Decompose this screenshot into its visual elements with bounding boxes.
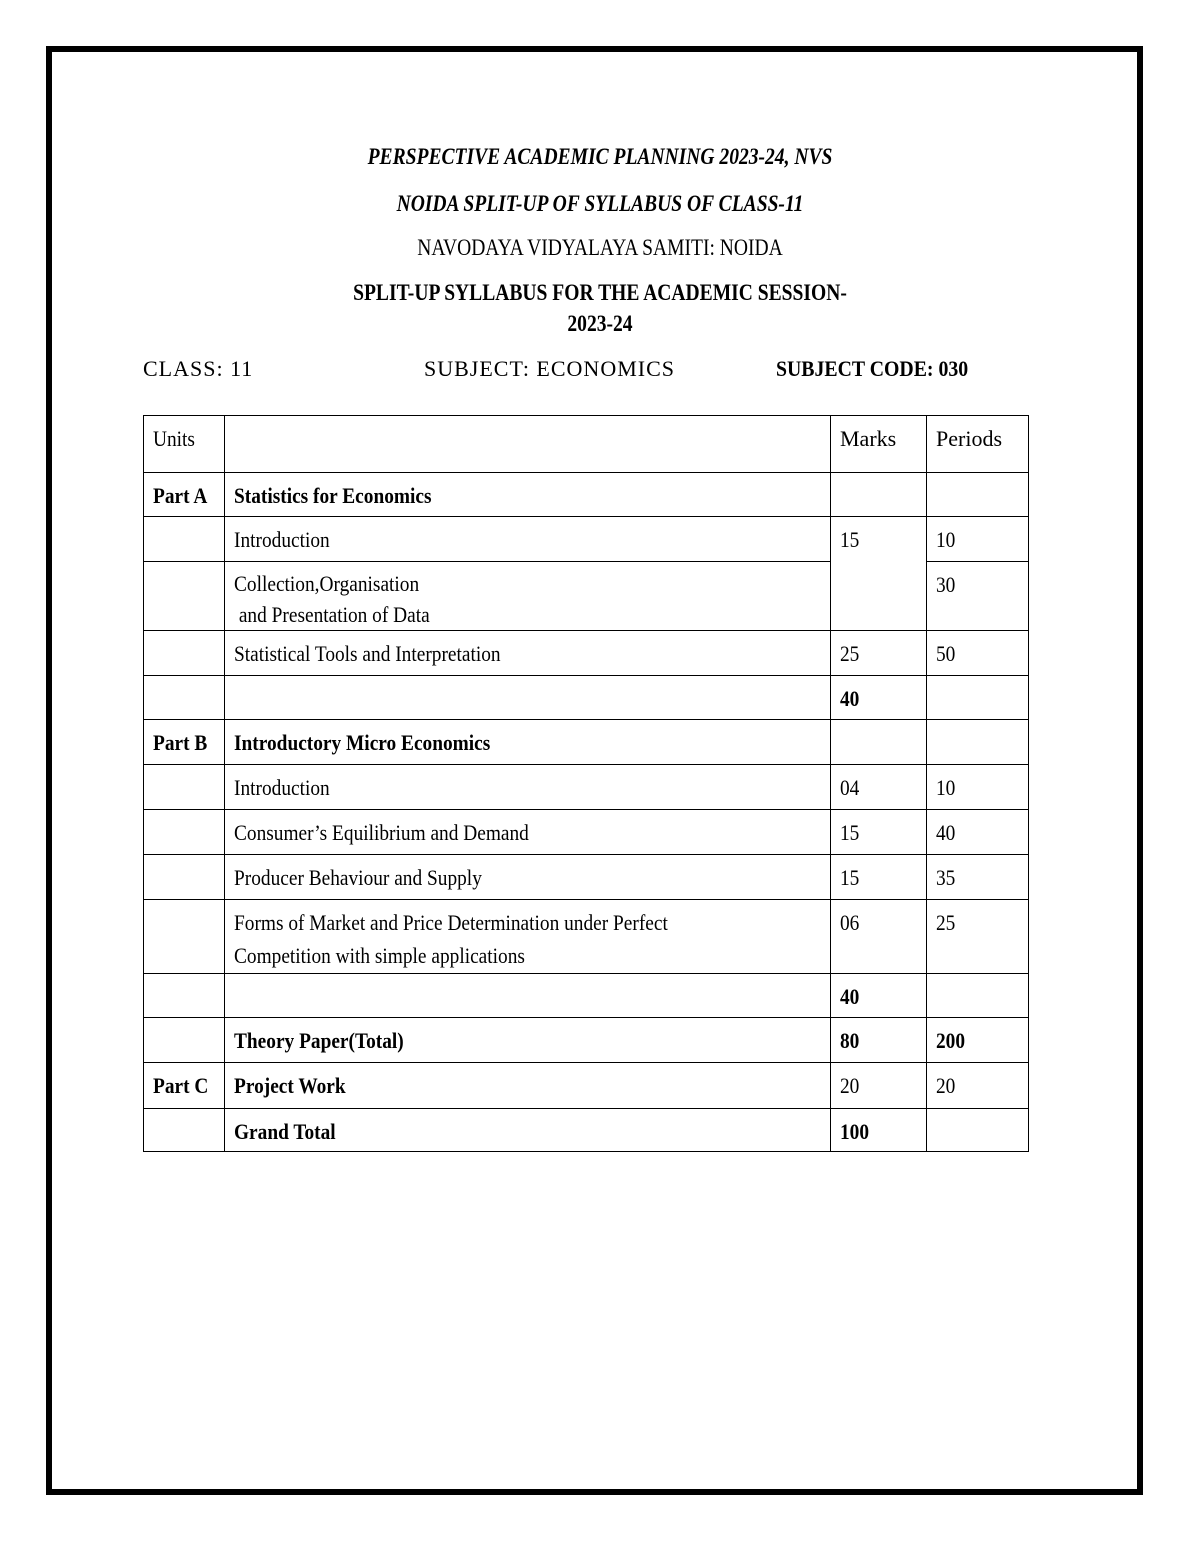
periods-cell: 50 [927,631,1029,676]
header-line-2: NOIDA SPLIT-UP OF SYLLABUS OF CLASS-11 [396,191,804,216]
subject-label: SUBJECT: ECONOMICS [424,356,675,381]
empty-cell [927,676,1029,720]
part-a-subtotal: 40 [831,676,927,720]
topic-cell: Introduction [225,765,831,810]
part-c-title: Project Work [225,1063,831,1109]
empty-cell [927,720,1029,765]
marks-cell: 25 [831,631,927,676]
table-row [144,631,1029,676]
empty-cell [144,974,225,1018]
theory-total-periods: 200 [927,1018,1029,1063]
part-b-subtotal: 40 [831,974,927,1018]
empty-cell [927,974,1029,1018]
header-line-1: PERSPECTIVE ACADEMIC PLANNING 2023-24, NVS [367,144,833,169]
header-line-5: 2023-24 [567,311,633,336]
theory-total-label: Theory Paper(Total) [225,1018,831,1063]
table-row [144,765,1029,810]
table-row [144,676,1029,720]
empty-cell [144,765,225,810]
table-row [144,473,1029,517]
part-b-unit: Part B [144,720,225,765]
part-a-unit: Part A [144,473,225,517]
marks-cell: 06 [831,900,927,974]
table-row [144,1109,1029,1152]
topic-cell: Producer Behaviour and Supply [225,855,831,900]
periods-cell: 35 [927,855,1029,900]
subject-code-label: SUBJECT CODE: 030 [776,356,969,381]
empty-cell [831,473,927,517]
topic-cell: Statistical Tools and Interpretation [225,631,831,676]
empty-cell [144,631,225,676]
empty-cell [144,855,225,900]
table-row [144,855,1029,900]
empty-cell [144,1018,225,1063]
table-row [144,974,1029,1018]
header-line-3: NAVODAYA VIDYALAYA SAMITI: NOIDA [417,235,783,260]
grand-total-marks: 100 [831,1109,927,1152]
table-header-row [144,416,1029,473]
empty-cell [225,676,831,720]
topic-cell: Forms of Market and Price Determination under Perfect Competition with simple applications [225,900,831,974]
empty-cell [144,1109,225,1152]
table-row [144,900,1029,974]
topic-cell: Collection,Organisation and Presentation of Data [225,562,831,631]
periods-cell: 10 [927,517,1029,562]
part-c-unit: Part C [144,1063,225,1109]
topic-cell: Introduction [225,517,831,562]
empty-cell [144,517,225,562]
part-c-marks: 20 [831,1063,927,1109]
empty-cell [144,676,225,720]
periods-cell: 10 [927,765,1029,810]
empty-cell [225,974,831,1018]
header-units: Units [144,416,225,473]
table-row [144,1063,1029,1109]
part-b-title: Introductory Micro Economics [225,720,831,765]
topic-cell: Consumer’s Equilibrium and Demand [225,810,831,855]
class-label: CLASS: 11 [143,356,254,381]
table-row [144,1018,1029,1063]
table-row [144,517,1029,562]
marks-cell: 04 [831,765,927,810]
empty-cell [144,900,225,974]
theory-total-marks: 80 [831,1018,927,1063]
grand-total-label: Grand Total [225,1109,831,1152]
header-marks: Marks [831,416,927,473]
empty-cell [927,473,1029,517]
marks-cell-merged: 15 [831,517,927,631]
table-row [144,720,1029,765]
periods-cell: 30 [927,562,1029,631]
marks-cell: 15 [831,855,927,900]
marks-cell: 15 [831,810,927,855]
header-line-4: SPLIT-UP SYLLABUS FOR THE ACADEMIC SESSION- [353,280,847,305]
part-c-periods: 20 [927,1063,1029,1109]
empty-cell [927,1109,1029,1152]
header-topic [225,416,831,473]
periods-cell: 40 [927,810,1029,855]
periods-cell: 25 [927,900,1029,974]
syllabus-table [143,415,1029,1152]
empty-cell [144,562,225,631]
table-row [144,810,1029,855]
part-a-title: Statistics for Economics [225,473,831,517]
empty-cell [144,810,225,855]
empty-cell [831,720,927,765]
header-periods: Periods [927,416,1029,473]
